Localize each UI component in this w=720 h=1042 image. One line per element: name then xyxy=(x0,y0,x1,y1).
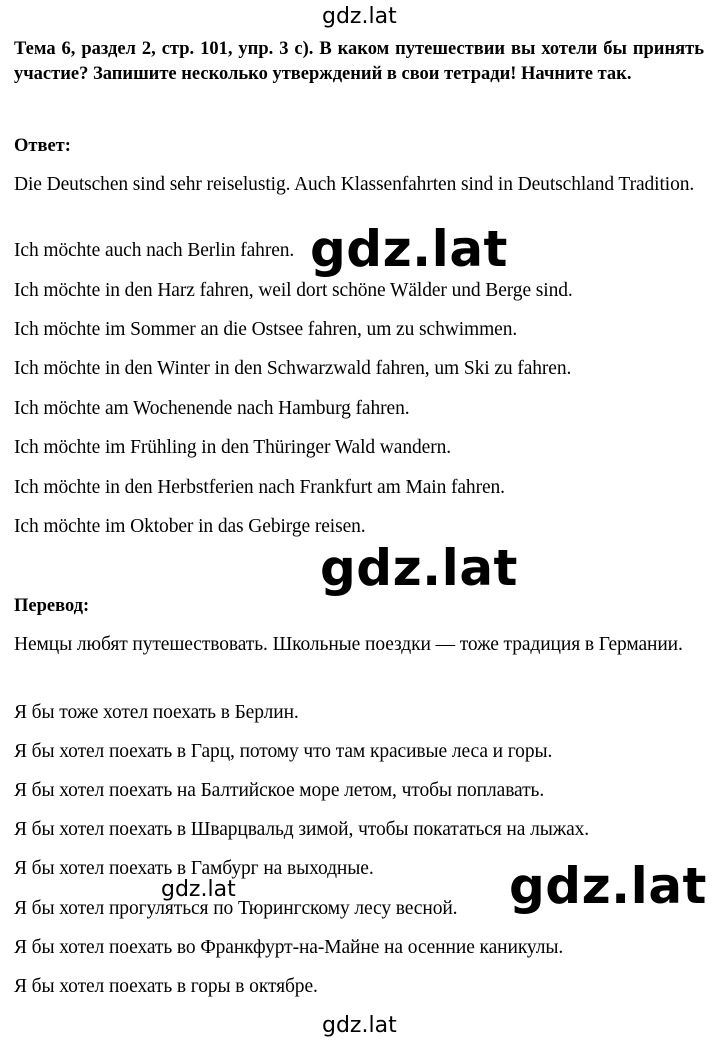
answer-line: Die Deutschen sind sehr reiselustig. Auch Klassenfahrten sind in Deutschland Tradition. xyxy=(14,174,695,195)
translation-line: Я бы хотел поехать в Гарц, потому что там красивые леса и горы. xyxy=(14,741,553,762)
watermark-big: gdz.lat xyxy=(310,220,508,278)
answer-line: Ich möchte in den Winter in den Schwarzwald fahren, um Ski zu fahren. xyxy=(14,358,572,379)
translation-line: Немцы любят путешествовать. Школьные поездки — тоже традиция в Германии. xyxy=(14,634,683,655)
answer-line: Ich möchte im Sommer an die Ostsee fahren, um zu schwimmen. xyxy=(14,319,518,340)
answer-heading: Ответ: xyxy=(14,136,71,156)
answer-line: Ich möchte im Frühling in den Thüringer Wald wandern. xyxy=(14,437,452,458)
answer-line: Ich möchte in den Herbstferien nach Frankfurt am Main fahren. xyxy=(14,477,505,498)
answer-line: Ich möchte im Oktober in das Gebirge reisen. xyxy=(14,516,366,537)
translation-line: Я бы тоже хотел поехать в Берлин. xyxy=(14,702,299,723)
answer-line: Ich möchte in den Harz fahren, weil dort schöne Wälder und Berge sind. xyxy=(14,280,573,301)
watermark-big: gdz.lat xyxy=(320,539,518,597)
translation-heading: Перевод: xyxy=(14,596,90,616)
answer-line: Ich möchte auch nach Berlin fahren. xyxy=(14,240,295,261)
task-text: Тема 6, раздел 2, стр. 101, упр. 3 c). В каком путешествии вы хотели бы принять участие? Запишите несколько утверждений в свои тетради! Начните так. xyxy=(14,39,704,84)
answer-line: Ich möchte am Wochenende nach Hamburg fahren. xyxy=(14,398,410,419)
translation-line: Я бы хотел поехать в Гамбург на выходные. xyxy=(14,858,374,879)
translation-line: Я бы хотел прогуляться по Тюрингскому лесу весной. xyxy=(14,898,458,919)
watermark-bottom: gdz.lat xyxy=(322,1013,397,1038)
translation-line: Я бы хотел поехать в горы в октябре. xyxy=(14,976,318,997)
watermark-top: gdz.lat xyxy=(322,4,397,29)
translation-line: Я бы хотел поехать во Франкфурт-на-Майне на осенние каникулы. xyxy=(14,937,564,958)
translation-line: Я бы хотел поехать на Балтийское море летом, чтобы поплавать. xyxy=(14,780,545,801)
translation-line: Я бы хотел поехать в Шварцвальд зимой, чтобы покататься на лыжах. xyxy=(14,819,590,840)
watermark-big: gdz.lat xyxy=(509,857,707,915)
watermark-small: gdz.lat xyxy=(161,877,236,902)
